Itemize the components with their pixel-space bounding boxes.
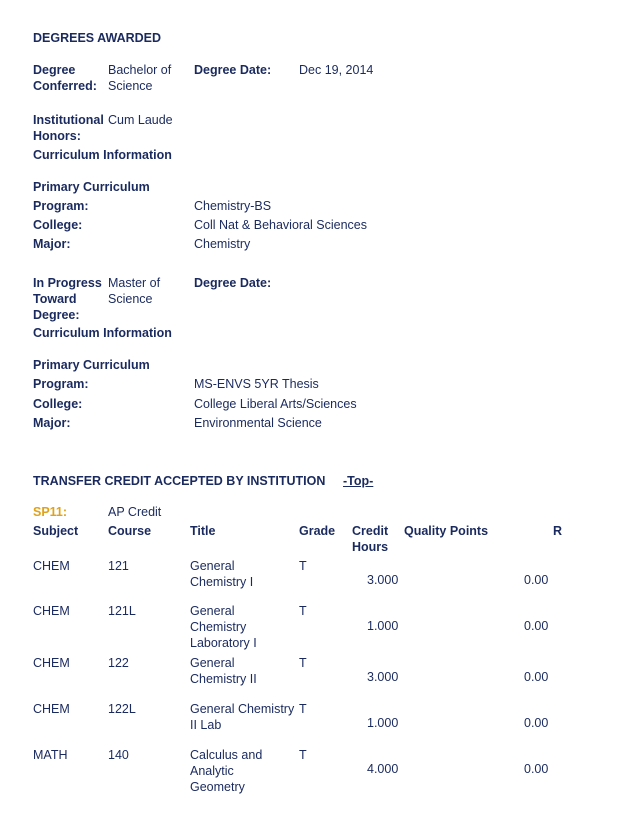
course-subject: CHEM: [33, 604, 70, 618]
course-grade: T: [299, 656, 307, 670]
course-quality-points: 0.00: [524, 573, 549, 587]
degree-conferred-label: Degree Conferred:: [33, 63, 97, 93]
course-grade: T: [299, 604, 307, 618]
course-credit-hours: 3.000: [367, 573, 399, 587]
degree-conferred-value: Bachelor of Science: [108, 63, 172, 93]
program-label: Program:: [33, 199, 89, 213]
column-header-subject: Subject: [33, 524, 79, 538]
major-value-2: Environmental Science: [194, 416, 322, 430]
college-value: Coll Nat & Behavioral Sciences: [194, 218, 367, 232]
course-credit-hours: 3.000: [367, 670, 399, 684]
course-grade: T: [299, 702, 307, 716]
in-progress-date-label: Degree Date:: [194, 276, 272, 290]
column-header-r: R: [553, 524, 563, 538]
honors-label: Institutional Honors:: [33, 113, 104, 143]
course-title: General Chemistry II: [190, 656, 257, 686]
in-progress-value: Master of Science: [108, 276, 161, 306]
degree-date-label: Degree Date:: [194, 63, 272, 77]
course-title: General Chemistry I: [190, 559, 254, 589]
course-number: 121: [108, 559, 129, 573]
curriculum-info-heading-2: Curriculum Information: [33, 326, 172, 340]
transfer-heading: TRANSFER CREDIT ACCEPTED BY INSTITUTION: [33, 474, 326, 488]
course-title: General Chemistry II Lab: [190, 702, 295, 732]
course-grade: T: [299, 559, 307, 573]
program-label-2: Program:: [33, 377, 89, 391]
course-credit-hours: 1.000: [367, 716, 399, 730]
course-grade: T: [299, 748, 307, 762]
primary-curriculum-heading: Primary Curriculum: [33, 180, 150, 194]
major-label-2: Major:: [33, 416, 71, 430]
course-title: General Chemistry Laboratory I: [190, 604, 257, 650]
program-value: Chemistry-BS: [194, 199, 272, 213]
course-number: 122: [108, 656, 129, 670]
course-number: 122L: [108, 702, 136, 716]
program-value-2: MS-ENVS 5YR Thesis: [194, 377, 319, 391]
column-header-course: Course: [108, 524, 152, 538]
column-header-grade: Grade: [299, 524, 336, 538]
course-number: 121L: [108, 604, 136, 618]
column-header-quality-points: Quality Points: [404, 524, 489, 538]
curriculum-info-heading: Curriculum Information: [33, 148, 172, 162]
column-header-credit-hours: Credit Hours: [352, 524, 389, 554]
degrees-heading: DEGREES AWARDED: [33, 31, 162, 45]
in-progress-label: In Progress Toward Degree:: [33, 276, 102, 322]
course-credit-hours: 4.000: [367, 762, 399, 776]
course-subject: MATH: [33, 748, 68, 762]
top-link[interactable]: -Top-: [343, 474, 374, 488]
major-value: Chemistry: [194, 237, 251, 251]
course-number: 140: [108, 748, 129, 762]
course-quality-points: 0.00: [524, 670, 549, 684]
course-subject: CHEM: [33, 559, 70, 573]
course-credit-hours: 1.000: [367, 619, 399, 633]
column-header-title: Title: [190, 524, 216, 538]
college-value-2: College Liberal Arts/Sciences: [194, 397, 357, 411]
course-subject: CHEM: [33, 656, 70, 670]
term-label: SP11:: [33, 505, 68, 519]
degree-date-value: Dec 19, 2014: [299, 63, 374, 77]
course-title: Calculus and Analytic Geometry: [190, 748, 263, 794]
primary-curriculum-heading-2: Primary Curriculum: [33, 358, 150, 372]
term-description: AP Credit: [108, 505, 162, 519]
course-quality-points: 0.00: [524, 762, 549, 776]
course-subject: CHEM: [33, 702, 70, 716]
college-label: College:: [33, 218, 83, 232]
course-quality-points: 0.00: [524, 619, 549, 633]
major-label: Major:: [33, 237, 71, 251]
honors-value: Cum Laude: [108, 113, 173, 127]
college-label-2: College:: [33, 397, 83, 411]
course-quality-points: 0.00: [524, 716, 549, 730]
